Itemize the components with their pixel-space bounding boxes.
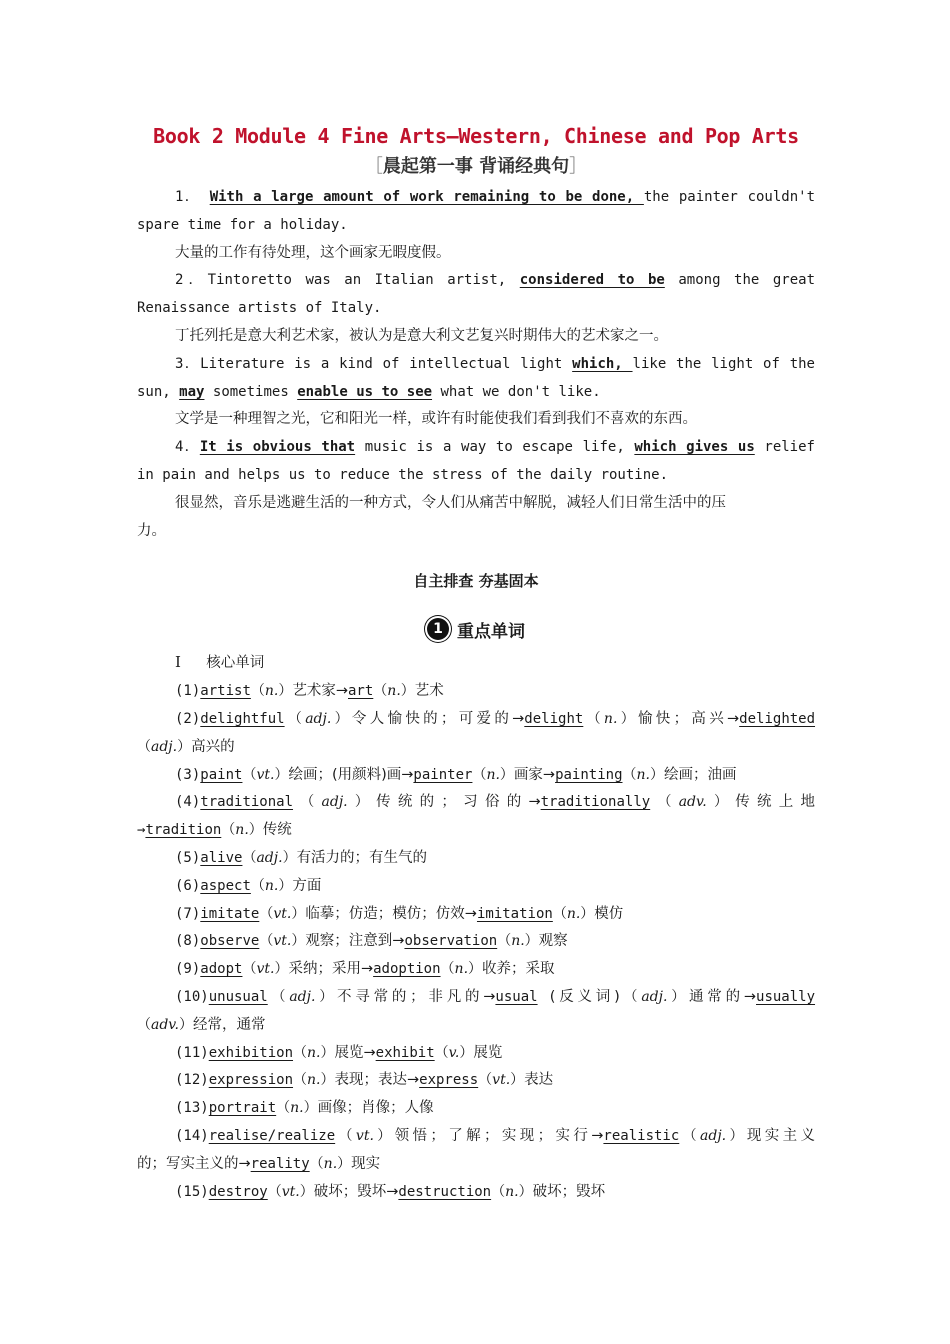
part-of-speech: adj. (641, 988, 668, 1005)
vocab-word: destruction (398, 1183, 492, 1200)
sentence-text: music is a way to escape life, (364, 439, 625, 456)
vocab-item-5: (5)alive（adj.）有活力的；有生气的 (175, 849, 428, 866)
item-number: (1) (175, 683, 201, 700)
section-subtitle (137, 152, 815, 182)
vocab-word: exhibition (208, 1044, 294, 1061)
sentence-2-translation: 丁托列托是意大利艺术家，被认为是意大利文艺复兴时期伟大的艺术家之一。 (175, 327, 668, 344)
vocab-item-15: (15)destroy（vt.）破坏；毁坏→destruction（n.）破坏；毁坏 (175, 1183, 606, 1200)
vocab-item-7: (7)imitate（vt.）临摹；仿造；模仿；仿效→imitation（n.）模仿 (175, 905, 624, 922)
bracket-left: ［ (364, 156, 383, 177)
part-of-speech: n. (636, 766, 650, 783)
part-of-speech: v. (448, 1044, 460, 1061)
vocab-item-14-cont: 的；写实主义的→reality（n.）现实 (137, 1155, 381, 1172)
part-of-speech: adv. (151, 1016, 180, 1033)
part-of-speech: n. (505, 1183, 519, 1200)
page-title: Book 2 Module 4 Fine Arts—Western, Chinese and Pop Arts (153, 124, 799, 148)
vocab-word: traditional (200, 794, 294, 811)
document-page (137, 120, 815, 1206)
part-of-speech: adv. (678, 794, 707, 811)
item-number: (4) (175, 794, 201, 811)
meaning: 高兴的 (191, 738, 235, 755)
item-number: (8) (175, 933, 201, 950)
vocab-word: adoption (373, 961, 441, 978)
meaning: 展览 (473, 1044, 503, 1061)
sentence-text: 3．Literature is a kind of intellectual light (175, 355, 563, 372)
roman-numeral: Ⅰ (175, 653, 181, 672)
vocab-item-1: (1)artist（n.）艺术家→art（n.）艺术 (175, 683, 444, 700)
part-of-speech: n. (307, 1072, 321, 1089)
vocab-word: delighted (739, 710, 816, 727)
sentence-4-line-2: in pain and helps us to reduce the stress of the daily routine. (137, 466, 669, 483)
item-number: (10) (175, 988, 209, 1005)
part-of-speech: adj. (305, 710, 332, 727)
vocab-word: art (348, 683, 374, 700)
meaning: 表现；表达→ (334, 1072, 420, 1089)
vocab-word: portrait (208, 1100, 277, 1117)
item-number: (9) (175, 961, 201, 978)
vocab-word: imitation (476, 905, 553, 922)
part-of-speech: vt. (256, 961, 275, 978)
section-badge (137, 613, 815, 645)
vocab-word: aspect (200, 877, 251, 894)
meaning: 观察；注意到→ (305, 933, 405, 950)
vocab-item-14: (14)realise/realize（vt.）领悟；了解；实现；实行→realistic（adj.）现实主义 (175, 1127, 816, 1144)
vocab-word: traditionally (540, 794, 651, 811)
part-of-speech: n. (264, 683, 279, 700)
part-of-speech: n. (387, 683, 401, 700)
sentence-3-key-enable: enable us to see (297, 383, 433, 400)
vocab-item-10-cont: （adv.）经常，通常 (137, 1016, 266, 1033)
vocab-word: alive (200, 849, 243, 866)
item-number: (7) (175, 905, 201, 922)
meaning: 的；写实主义的→ (137, 1155, 251, 1172)
vocab-item-12: (12)expression（n.）表现；表达→express（vt.）表达 (175, 1072, 554, 1089)
vocab-word: destroy (208, 1183, 268, 1200)
meaning: 现实 (351, 1155, 381, 1172)
sentence-3-line-2 (137, 379, 815, 407)
sentence-text: sun, (137, 383, 171, 400)
vocab-word: reality (250, 1155, 310, 1172)
part-of-speech: n. (511, 933, 525, 950)
part-of-speech: n. (307, 1044, 321, 1061)
meaning: 绘画；(用颜料)画→ (288, 766, 414, 783)
sentence-2-line-1 (137, 267, 815, 295)
vocab-word: painter (413, 766, 473, 783)
part-of-speech: vt. (492, 1072, 511, 1089)
meaning: 方面 (292, 877, 322, 894)
meaning: 传统上地 (735, 794, 816, 811)
item-number: (11) (175, 1044, 209, 1061)
sentence-text: sometimes (212, 383, 289, 400)
meaning: 不寻常的；非凡的→ (337, 988, 496, 1005)
part-of-speech: n. (603, 710, 618, 727)
subtitle-text: 晨起第一事 背诵经典句 (382, 156, 570, 177)
vocab-item-8: (8)observe（vt.）观察；注意到→observation（n.）观察 (175, 933, 568, 950)
part-of-speech: adj. (256, 849, 283, 866)
sentence-4-key-obvious: It is obvious that (199, 439, 356, 456)
sentence-4-line-1 (137, 434, 815, 462)
meaning: 愉快；高兴→ (638, 710, 740, 727)
sentence-1-line-1 (137, 184, 815, 212)
part-of-speech: vt. (273, 933, 292, 950)
vocab-item-4: (4)traditional（adj.）传统的；习俗的→traditionally（adv.）传统上地 (175, 794, 816, 811)
vocab-item-11: (11)exhibition（n.）展览→exhibit（v.）展览 (175, 1044, 503, 1061)
sentence-1-line-2: spare time for a holiday. (137, 216, 348, 233)
meaning: 艺术家→ (292, 683, 348, 700)
vocab-word: realise/realize (208, 1127, 336, 1144)
vocab-word: expression (208, 1072, 294, 1089)
part-of-speech: vt. (355, 1127, 374, 1144)
part-of-speech: adj. (321, 794, 348, 811)
vocab-word: delight (524, 710, 584, 727)
sentence-number: 1． (175, 189, 200, 205)
sentence-4-key-which: which gives us (634, 439, 755, 456)
vocab-word: paint (200, 766, 243, 783)
antonym-note: (反义词) (549, 988, 620, 1005)
item-number: (15) (175, 1183, 209, 1200)
part-of-speech: adj. (151, 738, 178, 755)
meaning: 破坏；毁坏 (532, 1183, 606, 1200)
meaning: 领悟；了解；实现；实行→ (394, 1127, 604, 1144)
vocab-word: artist (200, 683, 251, 700)
sentence-3-translation: 文学是一种理智之光，它和阳光一样，或许有时能使我们看到我们不喜欢的东西。 (175, 411, 697, 428)
vocab-item-4-cont: →tradition（n.）传统 (137, 822, 292, 839)
sentence-2-line-2: Renaissance artists of Italy. (137, 300, 382, 317)
vocab-item-2-cont: （adj.）高兴的 (137, 738, 235, 755)
sentence-4-translation: 很显然，音乐是逃避生活的一种方式，令人们从痛苦中解脱，减轻人们日常生活中的压 (175, 494, 726, 511)
part-of-speech: adj. (289, 988, 316, 1005)
vocab-word: usually (756, 988, 816, 1005)
vocab-word: imitate (200, 905, 260, 922)
meaning: 现实主义 (746, 1127, 816, 1144)
vocab-word: unusual (208, 988, 268, 1005)
item-number: (13) (175, 1100, 209, 1117)
meaning: 有活力的；有生气的 (296, 849, 428, 866)
sentence-1-translation: 大量的工作有待处理，这个画家无暇度假。 (175, 244, 451, 261)
vocab-item-6: (6)aspect（n.）方面 (175, 877, 322, 894)
part-of-speech: vt. (281, 1183, 300, 1200)
meaning: 绘画；油画 (663, 766, 737, 783)
item-number: (6) (175, 877, 201, 894)
meaning: 画像；肖像；人像 (317, 1100, 434, 1117)
meaning: 通常的→ (689, 988, 757, 1005)
part-of-speech: n. (486, 766, 500, 783)
vocab-item-10: (10)unusual（adj.）不寻常的；非凡的→usual (反义词)（adj.）通常的→usually (175, 988, 816, 1005)
item-number: (5) (175, 849, 201, 866)
vocab-word: tradition (145, 822, 222, 839)
meaning: 传统 (262, 822, 292, 839)
vocab-word: painting (555, 766, 623, 783)
meaning: 经常，通常 (193, 1016, 266, 1033)
part-of-speech: vt. (256, 766, 275, 783)
part-of-speech: n. (264, 877, 279, 894)
vocab-item-13: (13)portrait（n.）画像；肖像；人像 (175, 1100, 434, 1117)
vocab-word: usual (495, 988, 538, 1005)
meaning: 采纳；采用→ (288, 961, 374, 978)
vocab-item-2: (2)delightful（adj.）令人愉快的；可爱的→delight（n.）愉快；高兴→delighted (175, 710, 816, 727)
part-of-speech: adj. (700, 1127, 727, 1144)
part-of-speech: n. (566, 905, 581, 922)
part-of-speech: n. (290, 1100, 304, 1117)
vocab-word: delightful (200, 710, 285, 727)
item-number: (12) (175, 1072, 209, 1089)
sentence-4-translation-cont: 力。 (137, 522, 166, 539)
part-of-speech: n. (323, 1155, 338, 1172)
bracket-right: ］ (569, 156, 588, 177)
meaning: 展览→ (334, 1044, 376, 1061)
meaning: 传统的；习俗的→ (376, 794, 541, 811)
part-of-speech: n. (235, 822, 249, 839)
item-number: (3) (175, 766, 201, 783)
vocab-word: express (419, 1072, 479, 1089)
sentence-3-key-may: may (179, 383, 205, 400)
meaning: 艺术 (414, 683, 444, 700)
sentence-number: 4． (175, 439, 200, 456)
sentence-text: the painter couldn't (643, 189, 815, 205)
part-of-speech: vt. (273, 905, 292, 922)
meaning: 临摹；仿造；模仿；仿效→ (305, 905, 477, 922)
sentence-1-key-phrase: With a large amount of work remaining to be done, (209, 189, 644, 205)
section-heading: 自主排查 夯基固本 (413, 572, 539, 591)
badge-label: 重点单词 (457, 621, 525, 642)
subsection-label: 核心单词 (206, 655, 265, 672)
vocab-word: exhibit (375, 1044, 435, 1061)
item-number: (2) (175, 710, 201, 727)
sentence-3-key-which: which, (572, 355, 633, 372)
vocab-word: adopt (200, 961, 243, 978)
meaning: 观察 (538, 933, 568, 950)
meaning: 收养；采取 (482, 961, 555, 978)
vocab-word: observe (200, 933, 260, 950)
meaning: 令人愉快的；可爱的→ (351, 710, 525, 727)
sentence-3-line-1 (137, 351, 815, 379)
sentence-2-key-phrase: considered to be (519, 272, 665, 289)
vocab-item-3: (3)paint（vt.）绘画；(用颜料)画→painter（n.）画家→painting（n.）绘画；油画 (175, 766, 737, 783)
sentence-text: 2．Tintoretto was an Italian artist, (175, 272, 507, 289)
vocab-item-9: (9)adopt（vt.）采纳；采用→adoption（n.）收养；采取 (175, 961, 555, 978)
vocab-word: observation (404, 933, 498, 950)
sentence-text: what we don't like. (440, 383, 601, 400)
sentence-text: relief (764, 439, 815, 456)
item-number: (14) (175, 1127, 209, 1144)
sentence-text: like the light of the (632, 355, 815, 372)
meaning: 模仿 (594, 905, 624, 922)
meaning: 表达 (524, 1072, 554, 1089)
vocab-word: realistic (603, 1127, 680, 1144)
subsection-heading (137, 649, 815, 678)
sentence-text: among the great (678, 272, 816, 289)
meaning: 破坏；毁坏→ (313, 1183, 399, 1200)
number-1-icon: 1 (427, 618, 449, 640)
meaning: 画家→ (513, 766, 556, 783)
part-of-speech: n. (454, 961, 469, 978)
